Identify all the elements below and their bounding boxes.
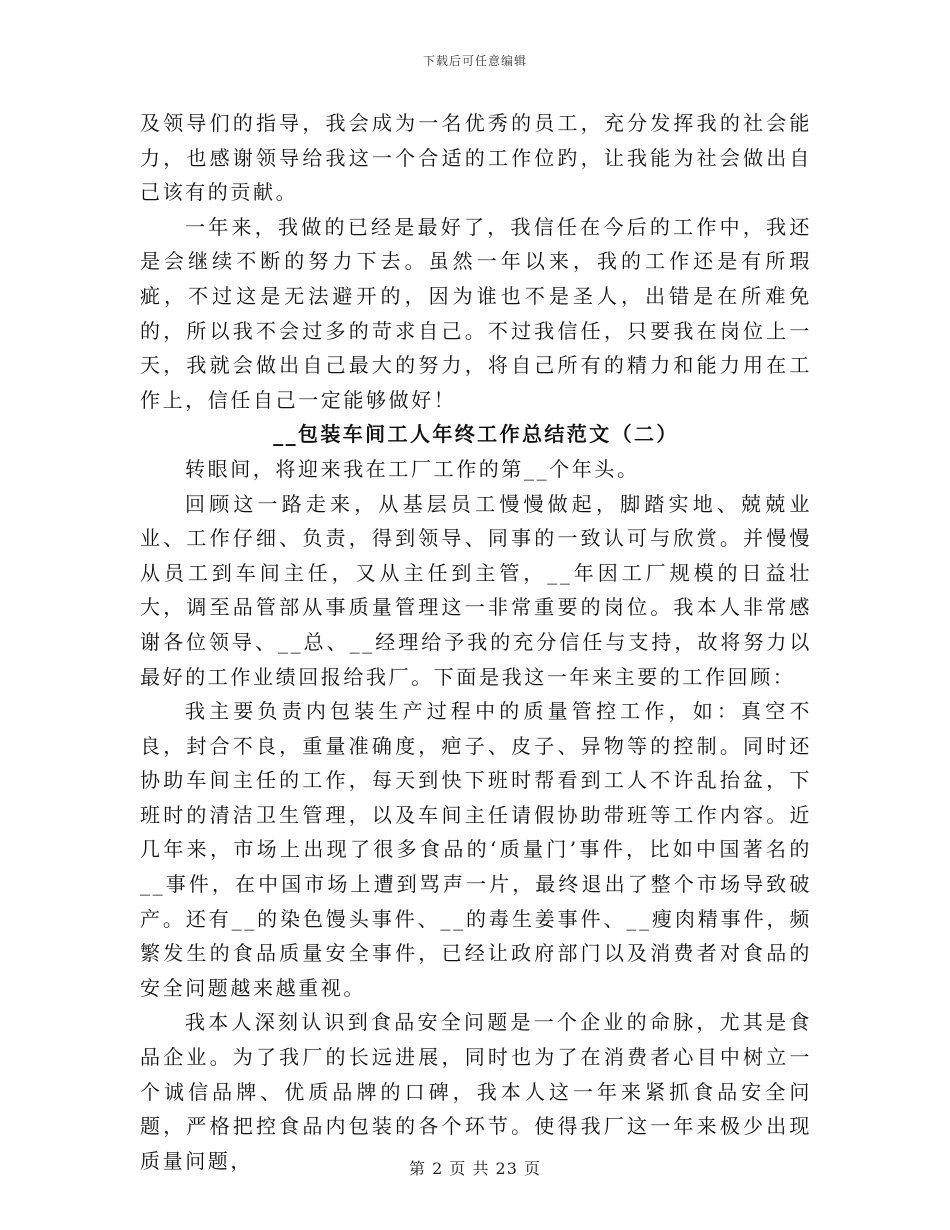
paragraph: 一年来，我做的已经是最好了，我信任在今后的工作中，我还是会继续不断的努力下去。虽然一年以来，我的工作还是有所瑕疵，不过这是无法避开的，因为谁也不是圣人，出错是在所难免的，所以我不会过多的苛求自己。不过我信任，只要我在岗位上一天，我就会做出自己最大的努力，将自己所有的精力和能力用在工作上，信任自己一定能够做好！ [140,214,812,412]
paragraph: 转眼间，将迎来我在工厂工作的第__个年头。 [185,456,640,481]
page-number: 第 2 页 共 23 页 [409,1159,541,1178]
paragraph: 我本人深刻认识到食品安全问题是一个企业的命脉，尤其是食品企业。为了我厂的长远进展，同时也为了在消费者心目中树立一个诚信品牌、优质品牌的口碑，我本人这一年来紧抓食品安全问题，严格把控食品内包装的各个环节。使得我厂这一年来极少出现质量问题， [140,1010,812,1173]
section-title: __包装车间工人年终工作总结范文（二） [273,422,679,447]
document-body [140,106,812,1178]
page-header: 下载后可任意编辑 [422,54,527,68]
paragraph: 回顾这一路走来，从基层员工慢慢做起，脚踏实地、兢兢业业、工作仔细、负责，得到领导、同事的一致认可与欣赏。并慢慢从员工到车间主任，又从主任到主管，__年因工厂规模的日益壮大，调至品管部从事质量管理这一非常重要的岗位。我本人非常感谢各位领导、__总、__经理给予我的充分信任与支持，故将努力以最好的工作业绩回报给我厂。下面是我这一年来主要的工作回顾： [140,491,812,689]
paragraph: 我主要负责内包装生产过程中的质量管控工作，如：真空不良，封合不良，重量准确度，疤子、皮子、异物等的控制。同时还协助车间主任的工作，每天到快下班时帮看到工人不许乱抬盆，下班时的清洁卫生管理，以及车间主任请假协助带班等工作内容。近几年来，市场上出现了很多食品的‘质量门’事件，比如中国著名的__事件，在中国市场上遭到骂声一片，最终退出了整个市场导致破产。还有__的染色馒头事件、__的毒生姜事件、__瘦肉精事件，频繁发生的食品质量安全事件，已经让政府部门以及消费者对食品的安全问题越来越重视。 [140,699,812,1000]
paragraph-continued: 及领导们的指导，我会成为一名优秀的员工，充分发挥我的社会能力，也感谢领导给我这一个合适的工作位趵，让我能为社会做出自己该有的贡献。 [140,111,812,205]
